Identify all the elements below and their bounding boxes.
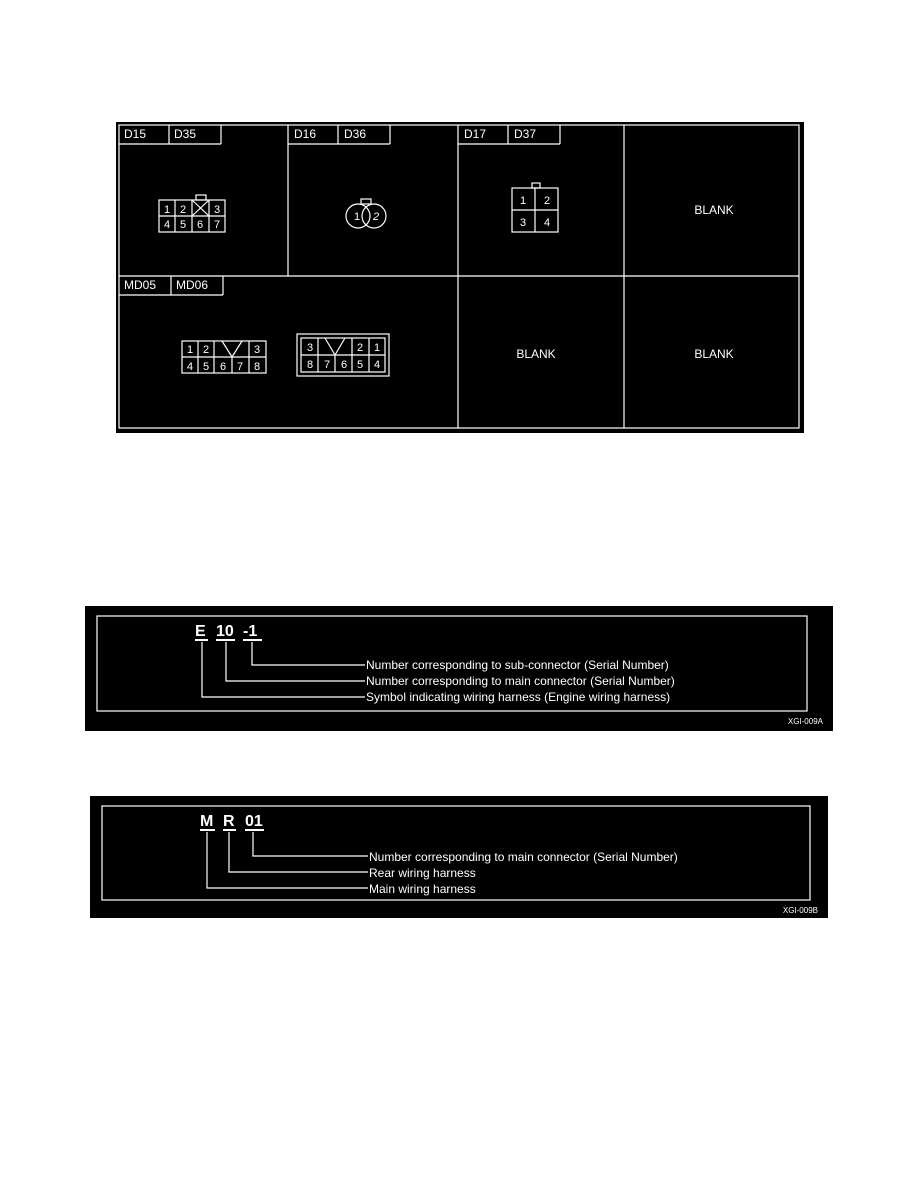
pin-label: 2 [372,211,380,223]
connector-tag: D17 [464,127,487,141]
pin-label: 2 [202,344,210,356]
pin-label: 1 [186,344,194,356]
legend-description: Number corresponding to sub-connector (Serial Number) [366,658,669,672]
leader-lines [202,642,365,697]
connector-tag: D16 [294,127,317,141]
pin-label: 2 [356,342,364,354]
blank-cell-label: BLANK [694,347,734,361]
connector-cell-md05 [119,276,389,376]
pin-label: 1 [163,204,171,216]
pin-label: 2 [179,204,187,216]
connector-code-legend-a [85,606,833,731]
pin-label: 3 [213,204,221,216]
code-part-main-harness: M [200,813,214,830]
pin-label: 5 [202,361,210,373]
pin-label: 2 [543,195,551,207]
pin-label: 8 [306,359,314,371]
pin-label: 8 [253,361,261,373]
pin-label: 7 [213,219,221,231]
figure-id: XGI-009A [787,717,823,726]
legend-description: Main wiring harness [369,882,476,896]
code-part-main-number: 10 [216,623,234,640]
connector-2pin-housing [346,199,386,228]
connector-code-legend-b [90,796,828,918]
blank-cell-label: BLANK [516,347,556,361]
pin-label: 1 [519,195,527,207]
connector-tag: MD06 [176,278,209,292]
connector-cell-d16 [288,125,390,228]
connector-cell-d15 [119,125,225,232]
code-part-main-number: 01 [245,813,263,830]
pin-label: 7 [323,359,331,371]
pin-label: 4 [543,217,551,229]
pin-label: 3 [253,344,261,356]
leader-lines [207,832,368,888]
code-part-rear-harness: R [223,813,235,830]
code-part-sub-number: -1 [243,623,258,640]
pin-label: 1 [373,342,381,354]
pin-label: 6 [340,359,348,371]
connector-tag: D37 [514,127,537,141]
pin-label: 1 [353,211,361,223]
connector-tag: D35 [174,127,197,141]
legend-description: Symbol indicating wiring harness (Engine wiring harness) [366,690,671,704]
pin-label: 5 [356,359,364,371]
connector-cell-d17 [458,125,560,232]
connector-tag: D15 [124,127,147,141]
legend-description: Number corresponding to main connector (Serial Number) [366,674,675,688]
pin-label: 4 [186,361,194,373]
connector-chart [116,122,804,433]
pin-label: 4 [163,219,171,231]
legend-description: Rear wiring harness [369,866,476,880]
pin-label: 5 [179,219,187,231]
pin-label: 6 [196,219,204,231]
blank-cell-label: BLANK [694,203,734,217]
pin-label: 4 [373,359,381,371]
pin-label: 3 [519,217,527,229]
figure-id: XGI-009B [782,906,818,915]
pin-label: 6 [219,361,227,373]
connector-tag: MD05 [124,278,157,292]
connector-tag: D36 [344,127,367,141]
legend-description: Number corresponding to main connector (Serial Number) [369,850,678,864]
connector-4pin-housing [512,183,558,232]
pin-label: 3 [306,342,314,354]
code-part-harness-symbol: E [195,623,206,640]
pin-label: 7 [236,361,244,373]
